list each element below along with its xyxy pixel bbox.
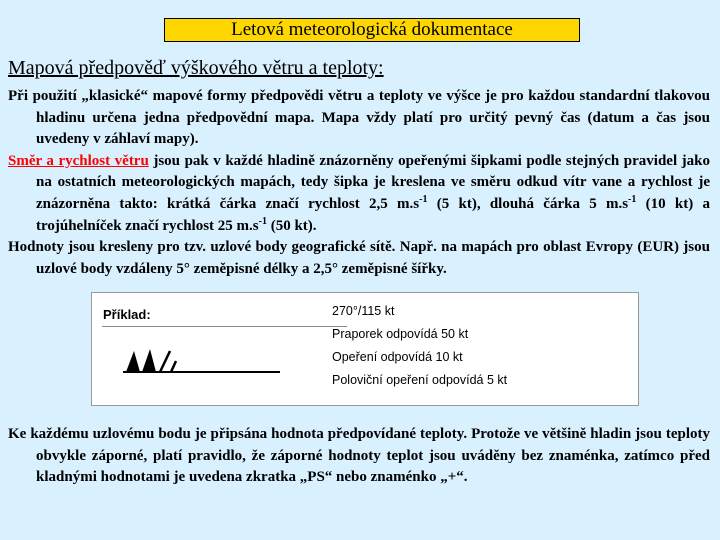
example-row-3: Opeření odpovídá 10 kt [332, 350, 463, 364]
page-title-text: Letová meteorologická dokumentace [231, 19, 513, 40]
example-row-4: Poloviční opeření odpovídá 5 kt [332, 373, 508, 387]
superscript-3: -1 [258, 215, 267, 227]
paragraph-4: Ke každému uzlovému bodu je připsána hodnota předpovídané teploty. Protože ve většině hladin jsou teploty obvykle záporné, platí pravidlo, že záporné hodnoty teplot jsou uváděny bez znaménka, zatímco před kladnými hodnotami je uvedena zkratka „PS“ nebo znaménko „+“. [8, 426, 710, 486]
superscript-2: -1 [628, 193, 637, 205]
highlight-wind: Směr a rychlost větru [8, 152, 149, 169]
wind-barb-icon [120, 337, 345, 377]
example-label: Příklad: [103, 307, 151, 322]
paragraph-2-part4: (50 kt). [266, 217, 317, 234]
superscript-1: -1 [419, 193, 428, 205]
text-block-bottom [8, 424, 710, 489]
example-divider [102, 326, 347, 327]
paragraph-2-part3: (10 kt) a trojúhelníček značí rychlost 25 m.s [36, 195, 711, 234]
wind-barb-example [91, 292, 639, 406]
paragraph-2-part2: (5 kt), dlouhá čárka 5 m.s [427, 195, 629, 212]
section-subtitle: Mapová předpověď výškového větru a teploty: [8, 57, 384, 79]
paragraph-1: Při použití „klasické“ mapové formy předpovědi větru a teploty ve výšce je pro každou standardní tlakovou hladinu určena jedna předpovědní mapa. Mapa vždy platí pro určitý pevný čas (datum a čas jsou uvedeny v záhlaví mapy). [8, 88, 710, 148]
example-row-2: Praporek odpovídá 50 kt [332, 327, 469, 341]
paragraph-2-part1: jsou pak v každé hladině znázorněny opeřenými šipkami podle stejných pravidel jako na ostatních meteorologických mapách, tedy šipka je kreslena ve směru odkud vítr vane a rychlost je znázorněna takto: krátká čárka značí rychlost 2,5 m.s [36, 152, 710, 212]
text-block-top [8, 86, 710, 280]
paragraph-3: Hodnoty jsou kresleny pro tzv. uzlové body geografické sítě. Např. na mapách pro oblast Evropy (EUR) jsou uzlové body vzdáleny 5° zeměpisné délky a 2,5° zeměpisné šířky. [8, 239, 710, 277]
page-title [164, 18, 580, 42]
paragraph-2 [8, 151, 710, 237]
example-row-1: 270°/115 kt [332, 304, 395, 318]
